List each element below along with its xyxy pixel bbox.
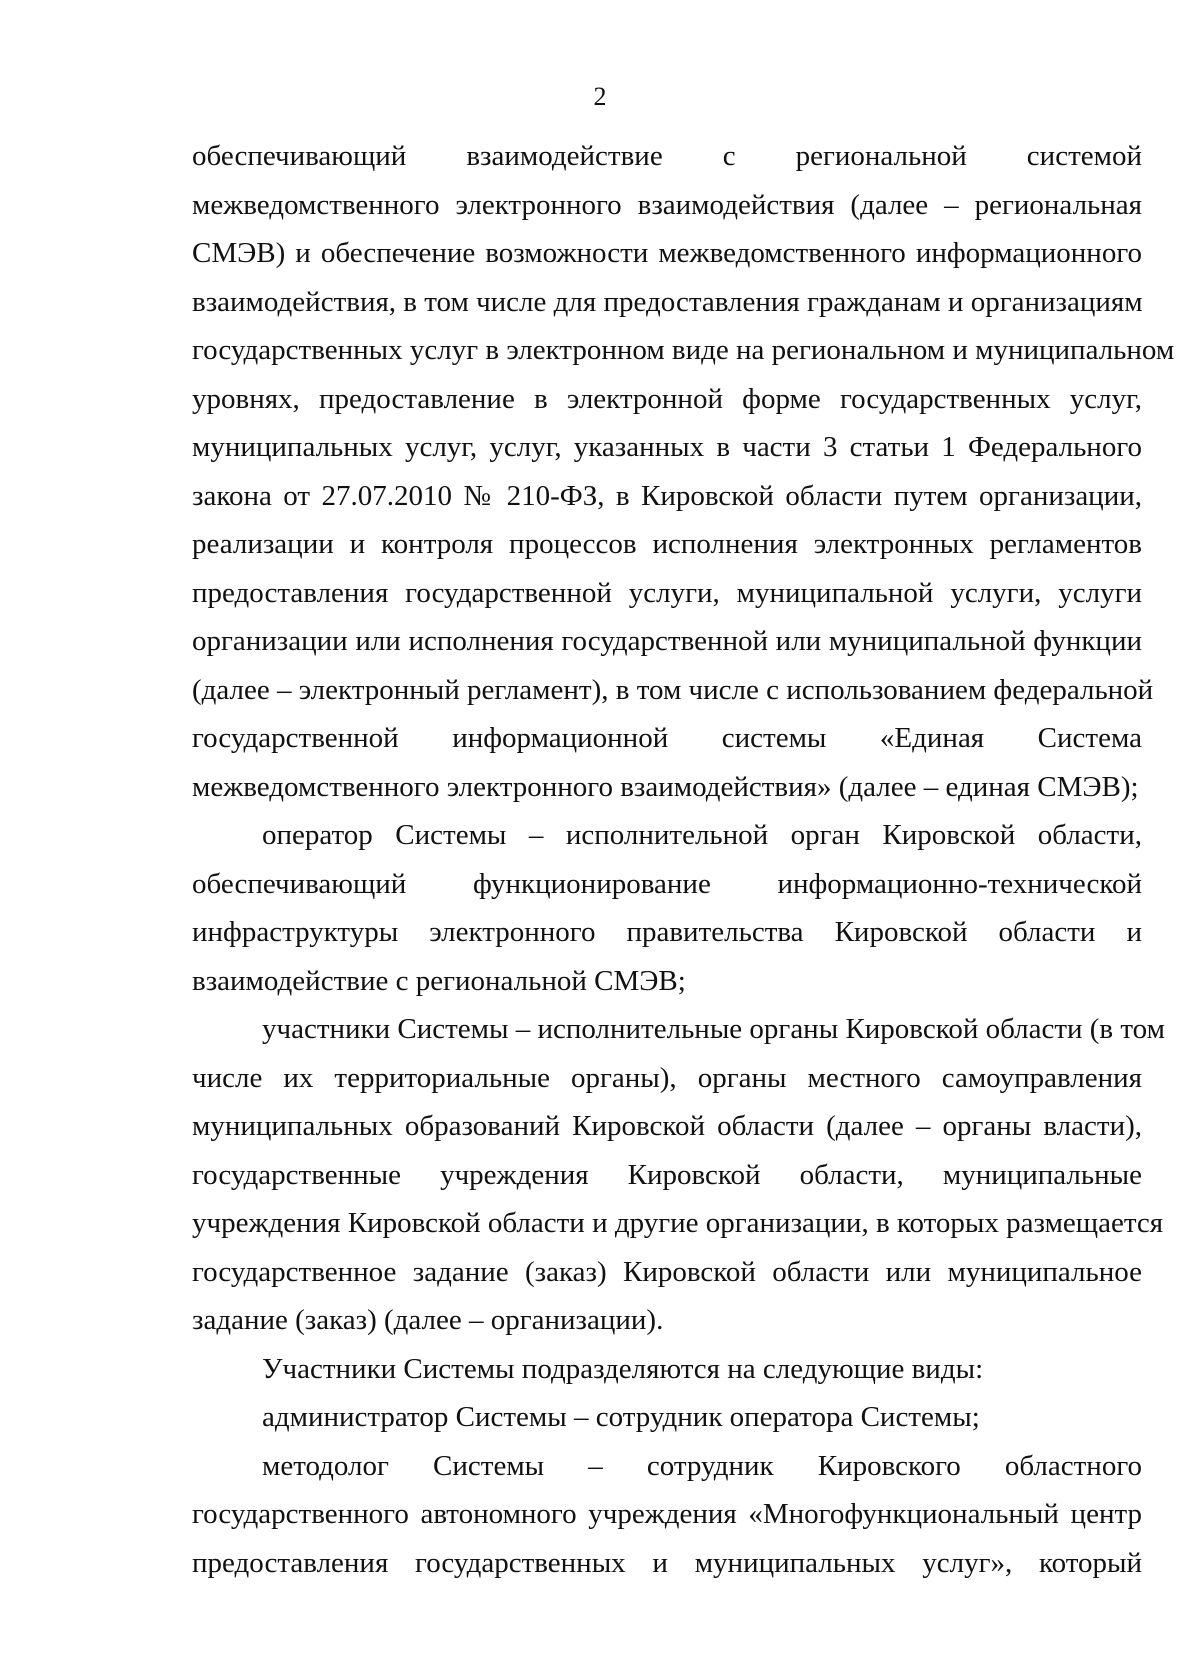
text-line: предоставления государственных и муниципальных услуг», который (192, 1546, 1142, 1579)
text-line: методолог Системы – сотрудник Кировского областного (262, 1449, 1142, 1482)
text-line: реализации и контроля процессов исполнения электронных регламентов (192, 528, 1142, 560)
text-line: обеспечивающий взаимодействие с региональной системой (192, 140, 1142, 172)
text-line: межведомственного электронного взаимодействия (далее – региональная (192, 188, 1142, 221)
text-line: муниципальных услуг, услуг, указанных в части 3 статьи 1 Федерального (192, 431, 1142, 463)
text-line: Участники Системы подразделяются на следующие виды: (262, 1352, 984, 1385)
text-line: инфраструктуры электронного правительства Кировской области и (192, 916, 1142, 948)
text-line: взаимодействие с региональной СМЭВ; (192, 964, 686, 997)
text-line: участники Системы – исполнительные органы Кировской области (в том (262, 1013, 1165, 1045)
text-line: СМЭВ) и обеспечение возможности межведомственного информационного (192, 237, 1142, 269)
text-line: государственные учреждения Кировской области, муниципальные (192, 1158, 1142, 1191)
text-line: межведомственного электронного взаимодействия» (далее – единая СМЭВ); (192, 770, 1139, 803)
text-line: (далее – электронный регламент), в том числе с использованием федеральной (192, 673, 1154, 706)
text-line: числе их территориальные органы), органы местного самоуправления (192, 1061, 1142, 1094)
text-line: государственных услуг в электронном виде на региональном и муниципальном (192, 334, 1175, 366)
text-line: муниципальных образований Кировской области (далее – органы власти), (192, 1110, 1142, 1142)
text-line: организации или исполнения государственной или муниципальной функции (192, 625, 1142, 657)
document-body (192, 132, 1175, 1587)
text-line: государственной информационной системы «Единая Система (192, 722, 1142, 754)
text-line: оператор Системы – исполнительной орган Кировской области, (262, 819, 1142, 851)
text-line: государственное задание (заказ) Кировской области или муниципальное (192, 1255, 1142, 1288)
text-line: обеспечивающий функционирование информационно-технической (192, 867, 1142, 900)
text-line: государственного автономного учреждения «Многофункциональный центр (192, 1498, 1142, 1530)
text-line: задание (заказ) (далее – организации). (192, 1304, 664, 1336)
text-line: предоставления государственной услуги, муниципальной услуги, услуги (192, 576, 1142, 609)
page-number: 2 (593, 82, 607, 111)
text-line: учреждения Кировской области и другие организации, в которых размещается (192, 1207, 1164, 1239)
text-line: администратор Системы – сотрудник оператора Системы; (262, 1401, 980, 1433)
text-line: закона от 27.07.2010 № 210-ФЗ, в Кировской области путем организации, (192, 479, 1142, 512)
text-line: взаимодействия, в том числе для предоставления гражданам и организациям (192, 285, 1143, 318)
text-line: уровнях, предоставление в электронной форме государственных услуг, (192, 382, 1142, 415)
